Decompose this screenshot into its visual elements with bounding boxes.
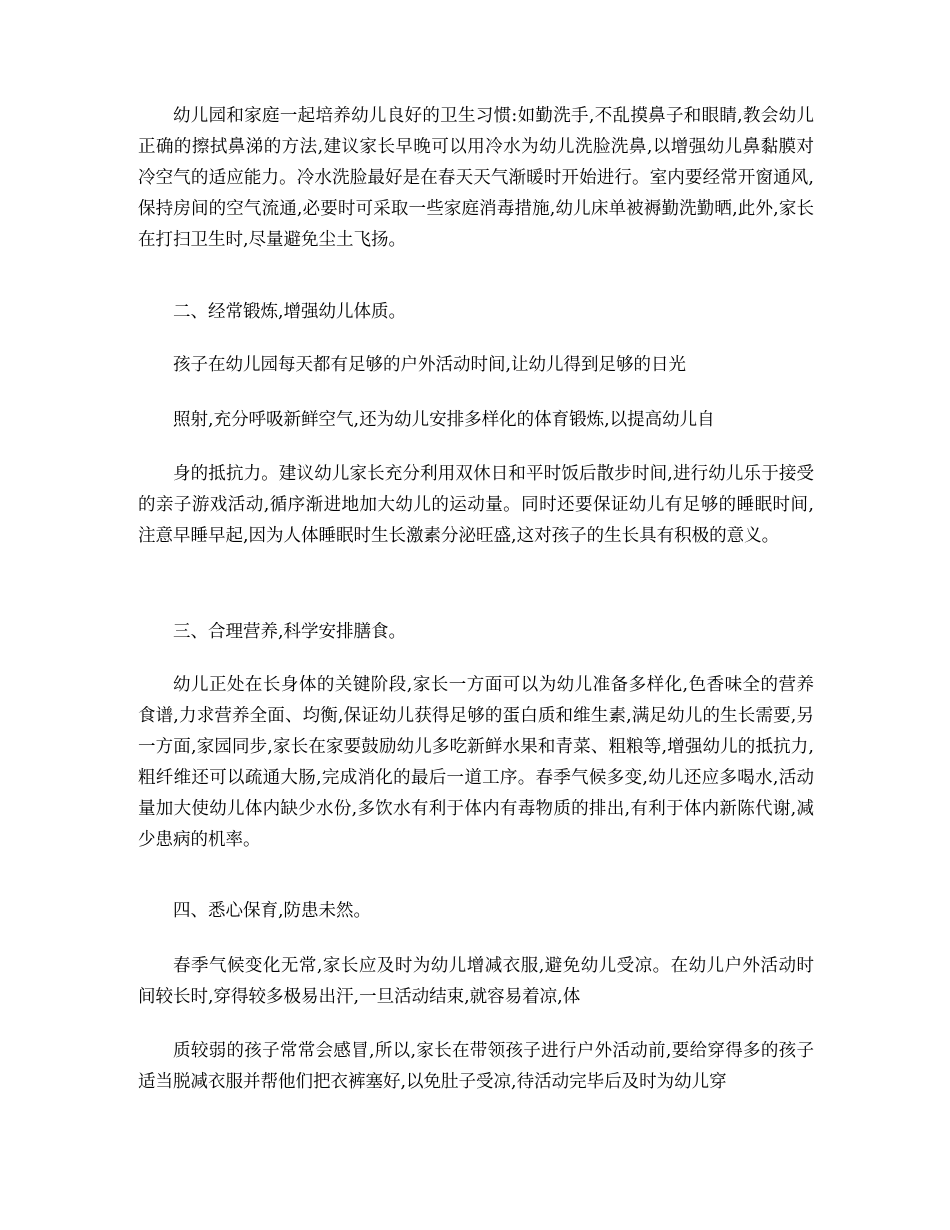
section-heading-exercise: 二、经常锻炼,增强幼儿体质。 [173,302,407,322]
paragraph-nutrition: 幼儿正处在长身体的关键阶段,家长一方面可以为幼儿准备多样化,色香味全的营养食谱,力求营养全面、均衡,保证幼儿获得足够的蛋白质和维生素,满足幼儿的生长需要,另一方面,家园同步,家长在家要鼓励幼儿多吃新鲜水果和青菜、粗粮等,增强幼儿的抵抗力,粗纤维还可以疏通大肠,完成消化的最后一道工序。春季气候多变,幼儿还应多喝水,活动量加大使幼儿体内缺少水份,多饮水有利于体内有毒物质的排出,有利于体内新陈代谢,减少患病的机率。 [138,675,814,850]
section-heading-care: 四、悉心保育,防患未然。 [173,901,372,921]
paragraph-care-part2: 质较弱的孩子常常会感冒,所以,家长在带领孩子进行户外活动前,要给穿得多的孩子适当脱减衣服并帮他们把衣裤塞好,以免肚子受凉,待活动完毕后及时为幼儿穿 [138,1041,814,1092]
section-heading-nutrition: 三、合理营养,科学安排膳食。 [173,622,407,642]
paragraph-exercise-line1: 孩子在幼儿园每天都有足够的户外活动时间,让幼儿得到足够的日光 [173,355,687,375]
paragraph-care-part1: 春季气候变化无常,家长应及时为幼儿增减衣服,避免幼儿受凉。在幼儿户外活动时间较长时,穿得较多极易出汗,一旦活动结束,就容易着凉,体 [138,956,814,1007]
paragraph-exercise-cont: 身的抵抗力。建议幼儿家长充分利用双休日和平时饭后散步时间,进行幼儿乐于接受的亲子游戏活动,循序渐进地加大幼儿的运动量。同时还要保证幼儿有足够的睡眠时间,注意早睡早起,因为人体睡眠时生长激素分泌旺盛,这对孩子的生长具有积极的意义。 [138,464,814,546]
paragraph-hygiene: 幼儿园和家庭一起培养幼儿良好的卫生习惯:如勤洗手,不乱摸鼻子和眼睛,教会幼儿正确的擦拭鼻涕的方法,建议家长早晚可以用冷水为幼儿洗脸洗鼻,以增强幼儿鼻黏膜对冷空气的适应能力。冷水洗脸最好是在春天天气渐暖时开始进行。室内要经常开窗通风,保持房间的空气流通,必要时可采取一些家庭消毒措施,幼儿床单被褥勤洗勤晒,此外,家长在打扫卫生时,尽量避免尘土飞扬。 [138,106,814,250]
paragraph-exercise-line2: 照射,充分呼吸新鲜空气,还为幼儿安排多样化的体育锻炼,以提高幼儿自 [173,410,715,430]
